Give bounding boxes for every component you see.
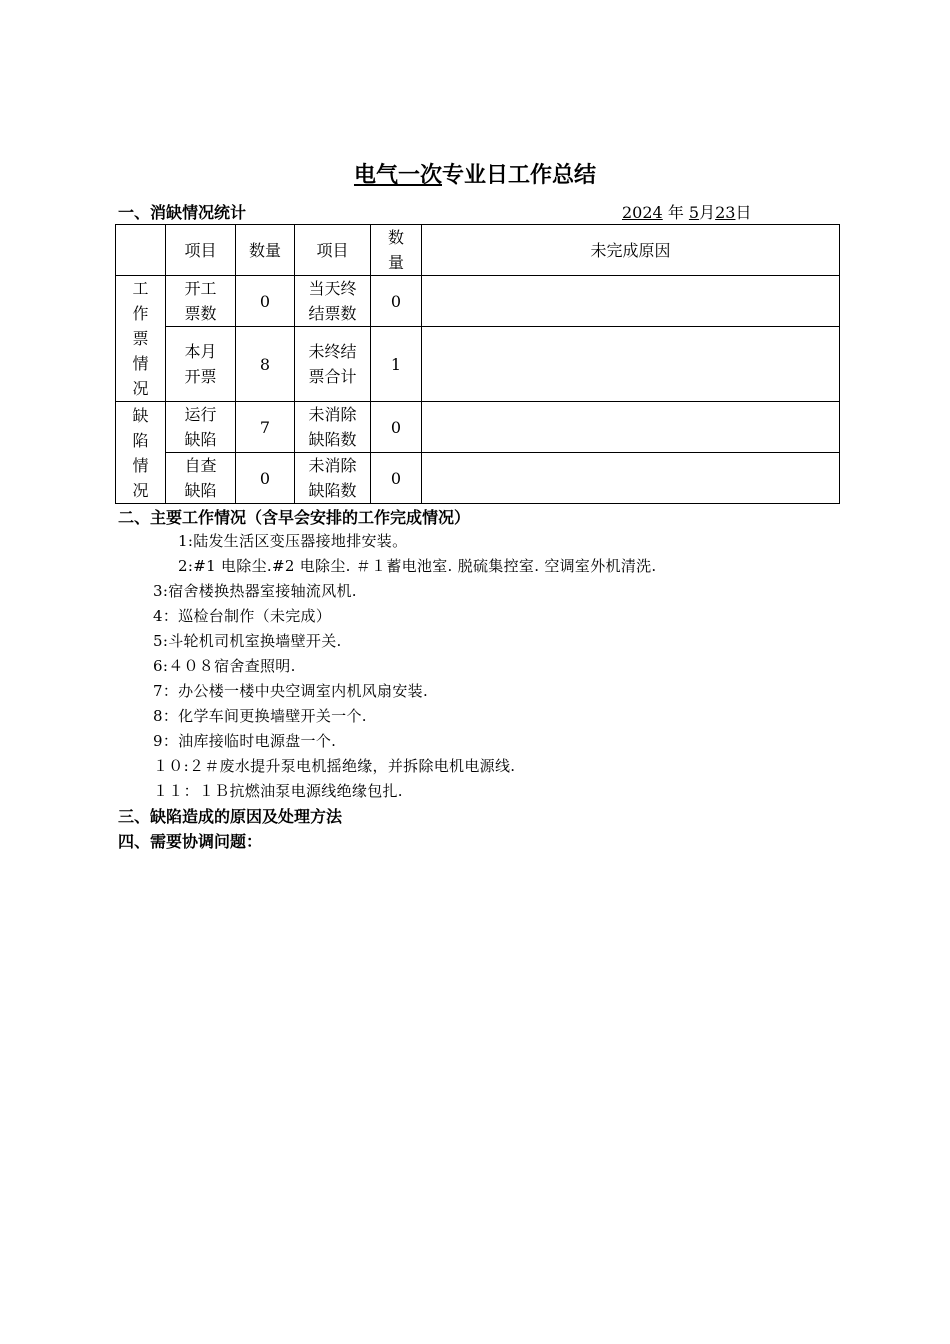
header-qty-2 — [371, 225, 422, 276]
header-reason: 未完成原因 — [422, 225, 840, 276]
cell-line: 票数 — [184, 304, 217, 323]
cell-line: 缺陷数 — [308, 481, 357, 500]
row-qty-2: 0 — [371, 453, 422, 504]
row-item-2 — [295, 276, 371, 327]
cell-line: 缺陷数 — [308, 430, 357, 449]
row-qty-1: 0 — [236, 276, 295, 327]
row-qty-2: 1 — [371, 327, 422, 402]
row-qty-1: 8 — [236, 327, 295, 402]
group-char: 工 — [132, 279, 149, 298]
group-defect — [116, 402, 166, 504]
row-qty-2: 0 — [371, 276, 422, 327]
date-month-suffix: 月 — [699, 203, 716, 222]
row-item-1 — [166, 402, 236, 453]
header-qty-2-line2: 量 — [387, 253, 404, 272]
cell-line: 自查 — [184, 456, 217, 475]
cell-line: 运行 — [184, 405, 217, 424]
table-row — [116, 276, 840, 327]
table-row — [116, 453, 840, 504]
cell-line: 开票 — [184, 367, 217, 386]
header-blank — [116, 225, 166, 276]
section4-heading: 四、需要协调问题： — [118, 832, 263, 851]
group-work-ticket — [116, 276, 166, 402]
cell-line: 未终结 — [308, 342, 357, 361]
list-item: 2:#1 电除尘.#2 电除尘. ＃１蓄电池室. 脱硫集控室. 空调室外机清洗. — [178, 557, 657, 575]
defect-statistics-table — [115, 224, 840, 504]
group-char: 票 — [132, 329, 149, 348]
date-year: 2024 — [622, 203, 663, 222]
list-item: 7：办公楼一楼中央空调室内机风扇安装. — [153, 682, 429, 700]
group-char: 况 — [132, 379, 149, 398]
cell-line: 未消除 — [308, 405, 357, 424]
row-item-2 — [295, 453, 371, 504]
cell-line: 缺陷 — [184, 481, 217, 500]
group-char: 况 — [132, 480, 149, 500]
row-item-2 — [295, 327, 371, 402]
row-reason — [422, 276, 840, 327]
group-char: 情 — [132, 354, 149, 373]
list-item: １１：１Ｂ抗燃油泵电源线绝缘包扎. — [153, 782, 403, 800]
cell-line: 开工 — [184, 279, 217, 298]
section3-heading: 三、缺陷造成的原因及处理方法 — [118, 807, 343, 826]
list-item: 3:宿舍楼换热器室接轴流风机. — [153, 582, 357, 600]
header-qty-2-line1: 数 — [387, 228, 404, 247]
cell-line: 未消除 — [308, 456, 357, 475]
header-item-1: 项目 — [166, 225, 236, 276]
date-day: 23 — [715, 203, 736, 222]
row-reason — [422, 402, 840, 453]
row-qty-1: 0 — [236, 453, 295, 504]
section2-heading: 二、主要工作情况（含早会安排的工作完成情况） — [118, 508, 471, 527]
page-title — [0, 158, 950, 189]
cell-line: 缺陷 — [184, 430, 217, 449]
cell-line: 结票数 — [308, 304, 357, 323]
table-row — [116, 327, 840, 402]
date-month: 5 — [688, 203, 700, 222]
list-item: 6:４０８宿舍查照明. — [153, 657, 296, 675]
title-rest: 专业日工作总结 — [442, 163, 597, 188]
cell-line: 本月 — [184, 342, 217, 361]
date-day-suffix: 日 — [735, 203, 752, 222]
section1-heading: 一、消缺情况统计 — [118, 203, 247, 222]
list-item: 5:斗轮机司机室换墙壁开关. — [153, 632, 342, 650]
row-reason — [422, 453, 840, 504]
report-date — [622, 200, 752, 223]
list-item: 1:陆发生活区变压器接地排安装。 — [178, 532, 408, 550]
cell-line: 当天终 — [308, 279, 357, 298]
list-item: 8：化学车间更换墙壁开关一个. — [153, 707, 367, 725]
row-item-1 — [166, 453, 236, 504]
row-item-1 — [166, 327, 236, 402]
group-char: 缺 — [132, 405, 149, 425]
row-item-2 — [295, 402, 371, 453]
table-header-row — [116, 225, 840, 276]
table-row — [116, 402, 840, 453]
row-qty-1: 7 — [236, 402, 295, 453]
row-reason — [422, 327, 840, 402]
header-item-2: 项目 — [295, 225, 371, 276]
list-item: 9：油库接临时电源盘一个. — [153, 732, 337, 750]
list-item: 4：巡检台制作（未完成） — [153, 607, 332, 625]
group-char: 情 — [132, 455, 149, 475]
group-char: 作 — [132, 304, 149, 323]
title-underlined: 电气一次 — [353, 163, 442, 188]
list-item: １０:２＃废水提升泵电机摇绝缘，并拆除电机电源线. — [153, 757, 516, 775]
date-year-suffix: 年 — [667, 203, 684, 222]
row-item-1 — [166, 276, 236, 327]
header-qty-1: 数量 — [236, 225, 295, 276]
row-qty-2: 0 — [371, 402, 422, 453]
cell-line: 票合计 — [308, 367, 357, 386]
group-char: 陷 — [132, 430, 149, 450]
